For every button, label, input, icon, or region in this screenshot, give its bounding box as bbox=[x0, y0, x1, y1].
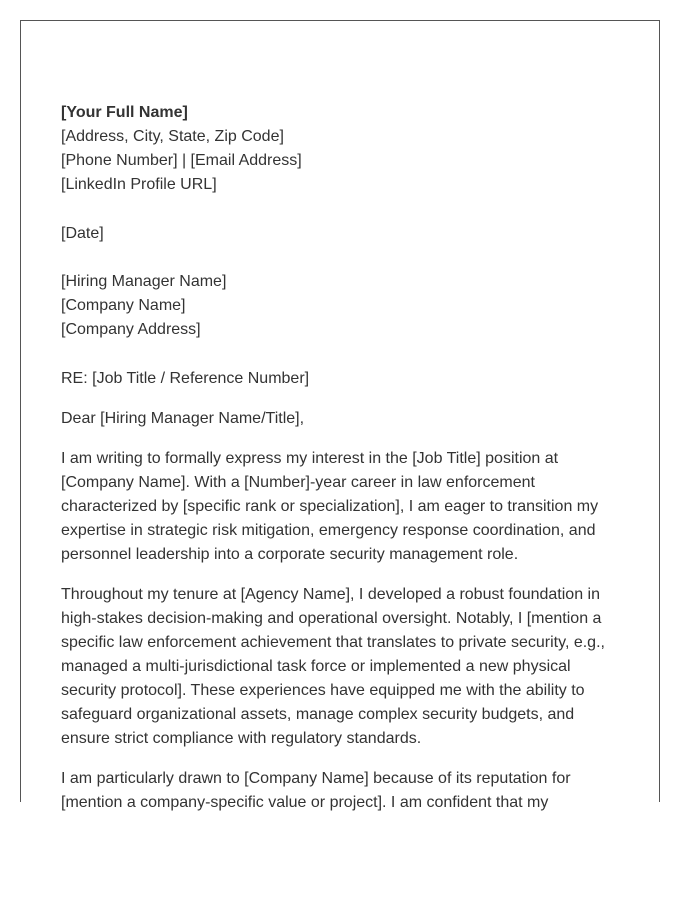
subject-block bbox=[61, 367, 621, 391]
recipient-company: [Company Name] bbox=[61, 297, 186, 314]
sender-block bbox=[61, 101, 621, 197]
body-paragraph: Throughout my tenure at [Agency Name], I developed a robust foundation in high-stakes decision-making and operational oversight. Notably, I [mention a specific law enforcement achievement that translates to private security, e.g., managed a multi-jurisdictional task force or implemented a new physical security protocol]. These experiences have equipped me with the ability to safeguard organizational assets, manage complex security budgets, and ensure strict compliance with regulatory standards. bbox=[61, 586, 605, 747]
recipient-name: [Hiring Manager Name] bbox=[61, 273, 227, 290]
sender-name: [Your Full Name] bbox=[61, 104, 188, 121]
recipient-address: [Company Address] bbox=[61, 321, 201, 338]
salutation-block bbox=[61, 407, 621, 431]
recipient-block bbox=[61, 270, 621, 342]
sender-address: [Address, City, State, Zip Code] bbox=[61, 128, 284, 145]
sender-contact: [Phone Number] | [Email Address] bbox=[61, 152, 302, 169]
body-paragraph: I am writing to formally express my interest in the [Job Title] position at [Company Name]. With a [Number]-year career in law enforcement characterized by [specific rank or specialization], I am eager to transition my expertise in strategic risk mitigation, emergency response coordination, and personnel leadership into a corporate security management role. bbox=[61, 450, 599, 563]
salutation: Dear [Hiring Manager Name/Title], bbox=[61, 410, 305, 427]
subject-line: RE: [Job Title / Reference Number] bbox=[61, 370, 310, 387]
letter-date: [Date] bbox=[61, 225, 104, 242]
letter-body bbox=[61, 101, 621, 815]
body-paragraph: I am particularly drawn to [Company Name] because of its reputation for [mention a company-specific value or project]. I am confident that my bbox=[61, 770, 571, 811]
date-block bbox=[61, 222, 621, 246]
sender-linkedin: [LinkedIn Profile URL] bbox=[61, 176, 217, 193]
document-page bbox=[20, 20, 660, 811]
